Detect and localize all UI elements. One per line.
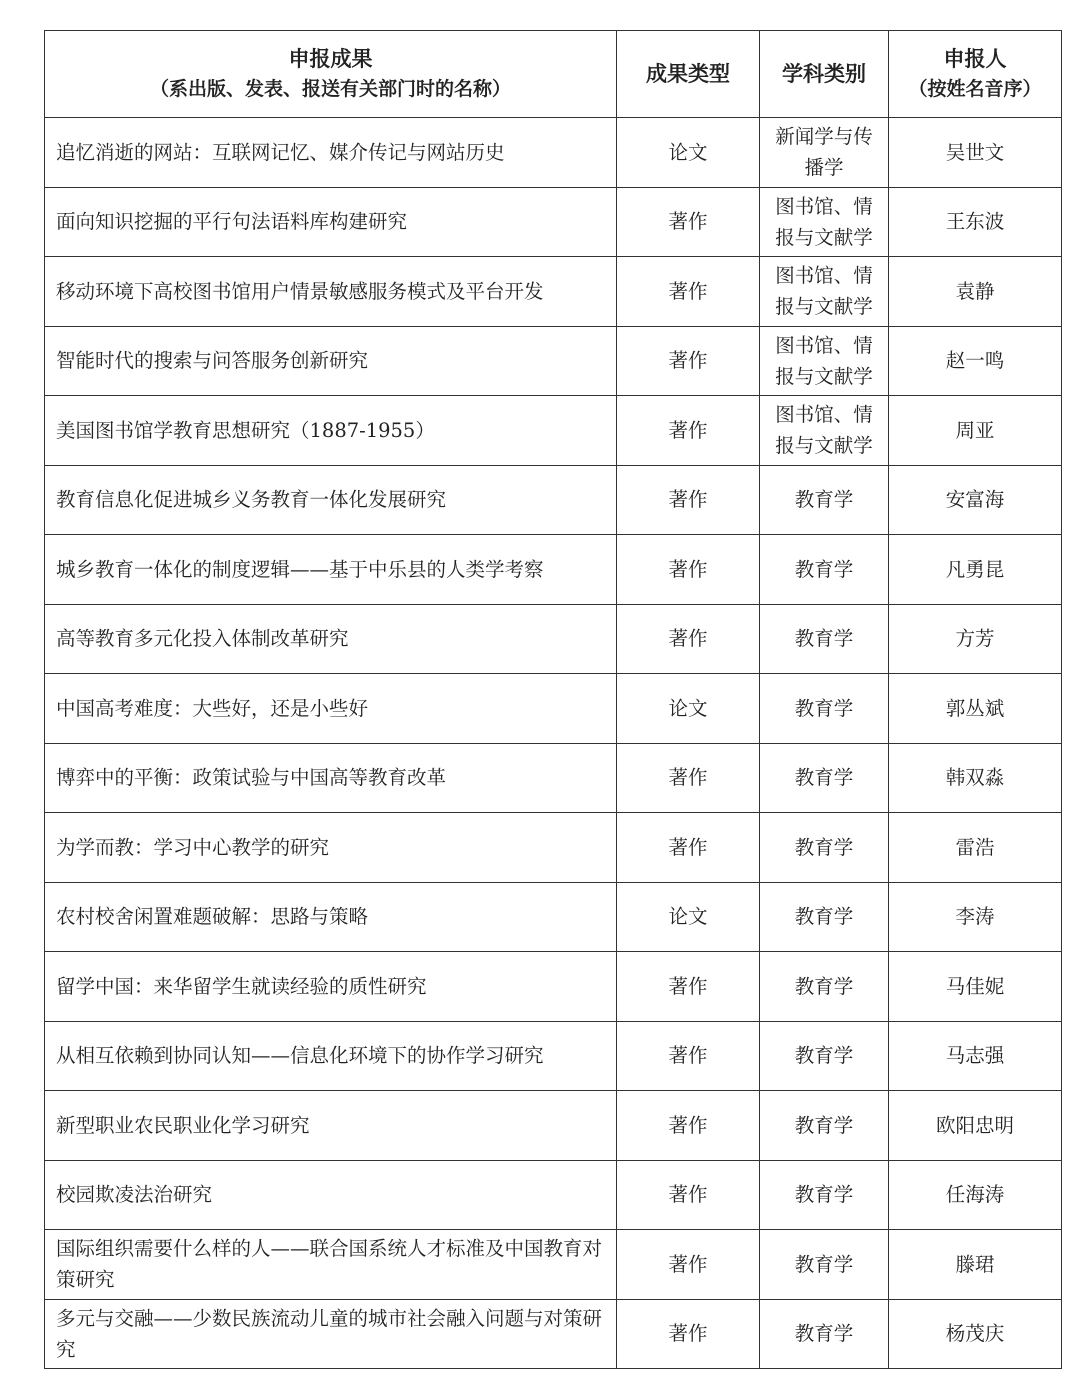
row-title: 校园欺凌法治研究 <box>45 1160 617 1230</box>
row-title: 高等教育多元化投入体制改革研究 <box>45 604 617 674</box>
row-applicant: 郭丛斌 <box>889 674 1062 744</box>
row-title: 中国高考难度：大些好，还是小些好 <box>45 674 617 744</box>
row-title: 为学而教：学习中心教学的研究 <box>45 813 617 883</box>
row-type: 著作 <box>617 187 760 257</box>
row-type: 著作 <box>617 1091 760 1161</box>
table-row <box>45 118 1062 188</box>
row-applicant: 王东波 <box>889 187 1062 257</box>
row-type: 论文 <box>617 674 760 744</box>
row-title: 留学中国：来华留学生就读经验的质性研究 <box>45 952 617 1022</box>
row-discipline: 教育学 <box>760 674 889 744</box>
row-title: 新型职业农民职业化学习研究 <box>45 1091 617 1161</box>
table-row <box>45 952 1062 1022</box>
row-discipline: 教育学 <box>760 604 889 674</box>
row-applicant: 滕珺 <box>889 1230 1062 1300</box>
row-type: 著作 <box>617 396 760 466</box>
row-title: 多元与交融——少数民族流动儿童的城市社会融入问题与对策研究 <box>45 1299 617 1369</box>
row-type: 著作 <box>617 604 760 674</box>
row-type: 著作 <box>617 952 760 1022</box>
row-type: 著作 <box>617 1230 760 1300</box>
row-title: 美国图书馆学教育思想研究（1887-1955） <box>45 396 617 466</box>
row-applicant: 李涛 <box>889 882 1062 952</box>
row-type: 著作 <box>617 1160 760 1230</box>
table-row <box>45 1230 1062 1300</box>
row-type: 著作 <box>617 743 760 813</box>
table-row <box>45 674 1062 744</box>
row-applicant: 安富海 <box>889 465 1062 535</box>
row-applicant: 雷浩 <box>889 813 1062 883</box>
row-type: 著作 <box>617 813 760 883</box>
row-applicant: 周亚 <box>889 396 1062 466</box>
row-title: 面向知识挖掘的平行句法语料库构建研究 <box>45 187 617 257</box>
header-type: 成果类型 <box>617 31 760 118</box>
row-discipline: 图书馆、情报与文献学 <box>760 257 889 327</box>
row-applicant: 欧阳忠明 <box>889 1091 1062 1161</box>
row-title: 博弈中的平衡：政策试验与中国高等教育改革 <box>45 743 617 813</box>
table-row <box>45 396 1062 466</box>
row-discipline: 教育学 <box>760 743 889 813</box>
row-discipline: 图书馆、情报与文献学 <box>760 326 889 396</box>
row-applicant: 方芳 <box>889 604 1062 674</box>
row-title: 教育信息化促进城乡义务教育一体化发展研究 <box>45 465 617 535</box>
header-applicant-main: 申报人 <box>943 47 1007 71</box>
table-row <box>45 604 1062 674</box>
row-discipline: 教育学 <box>760 535 889 605</box>
table-row <box>45 1021 1062 1091</box>
row-discipline: 教育学 <box>760 1160 889 1230</box>
row-title: 国际组织需要什么样的人——联合国系统人才标准及中国教育对策研究 <box>45 1230 617 1300</box>
row-title: 从相互依赖到协同认知——信息化环境下的协作学习研究 <box>45 1021 617 1091</box>
row-applicant: 凡勇昆 <box>889 535 1062 605</box>
table-row <box>45 743 1062 813</box>
row-discipline: 教育学 <box>760 1021 889 1091</box>
row-discipline: 教育学 <box>760 1230 889 1300</box>
row-title: 移动环境下高校图书馆用户情景敏感服务模式及平台开发 <box>45 257 617 327</box>
row-title: 农村校舍闲置难题破解：思路与策略 <box>45 882 617 952</box>
table-row <box>45 882 1062 952</box>
row-type: 著作 <box>617 1299 760 1369</box>
header-title <box>45 31 617 118</box>
row-discipline: 新闻学与传播学 <box>760 118 889 188</box>
table-row <box>45 813 1062 883</box>
table-row <box>45 187 1062 257</box>
row-type: 著作 <box>617 465 760 535</box>
header-discipline: 学科类别 <box>760 31 889 118</box>
row-discipline: 教育学 <box>760 952 889 1022</box>
header-applicant <box>889 31 1062 118</box>
row-applicant: 吴世文 <box>889 118 1062 188</box>
row-applicant: 任海涛 <box>889 1160 1062 1230</box>
row-discipline: 图书馆、情报与文献学 <box>760 187 889 257</box>
table-row <box>45 257 1062 327</box>
table-row <box>45 326 1062 396</box>
row-title: 城乡教育一体化的制度逻辑——基于中乐县的人类学考察 <box>45 535 617 605</box>
table-row <box>45 1299 1062 1369</box>
row-discipline: 教育学 <box>760 1299 889 1369</box>
row-applicant: 赵一鸣 <box>889 326 1062 396</box>
row-discipline: 图书馆、情报与文献学 <box>760 396 889 466</box>
row-applicant: 马志强 <box>889 1021 1062 1091</box>
row-type: 著作 <box>617 535 760 605</box>
row-applicant: 杨茂庆 <box>889 1299 1062 1369</box>
row-discipline: 教育学 <box>760 813 889 883</box>
header-title-sub: （系出版、发表、报送有关部门时的名称） <box>149 78 511 100</box>
row-type: 论文 <box>617 882 760 952</box>
row-discipline: 教育学 <box>760 465 889 535</box>
awards-table <box>44 30 1062 1369</box>
row-applicant: 韩双淼 <box>889 743 1062 813</box>
row-type: 论文 <box>617 118 760 188</box>
table-row <box>45 1160 1062 1230</box>
table-row <box>45 1091 1062 1161</box>
table-row <box>45 535 1062 605</box>
header-row <box>45 31 1062 118</box>
row-discipline: 教育学 <box>760 1091 889 1161</box>
row-title: 追忆消逝的网站：互联网记忆、媒介传记与网站历史 <box>45 118 617 188</box>
row-type: 著作 <box>617 1021 760 1091</box>
header-title-main: 申报成果 <box>288 47 373 71</box>
row-applicant: 袁静 <box>889 257 1062 327</box>
row-title: 智能时代的搜索与问答服务创新研究 <box>45 326 617 396</box>
row-applicant: 马佳妮 <box>889 952 1062 1022</box>
table-row <box>45 465 1062 535</box>
row-type: 著作 <box>617 257 760 327</box>
row-discipline: 教育学 <box>760 882 889 952</box>
row-type: 著作 <box>617 326 760 396</box>
header-applicant-sub: （按姓名音序） <box>908 78 1042 100</box>
